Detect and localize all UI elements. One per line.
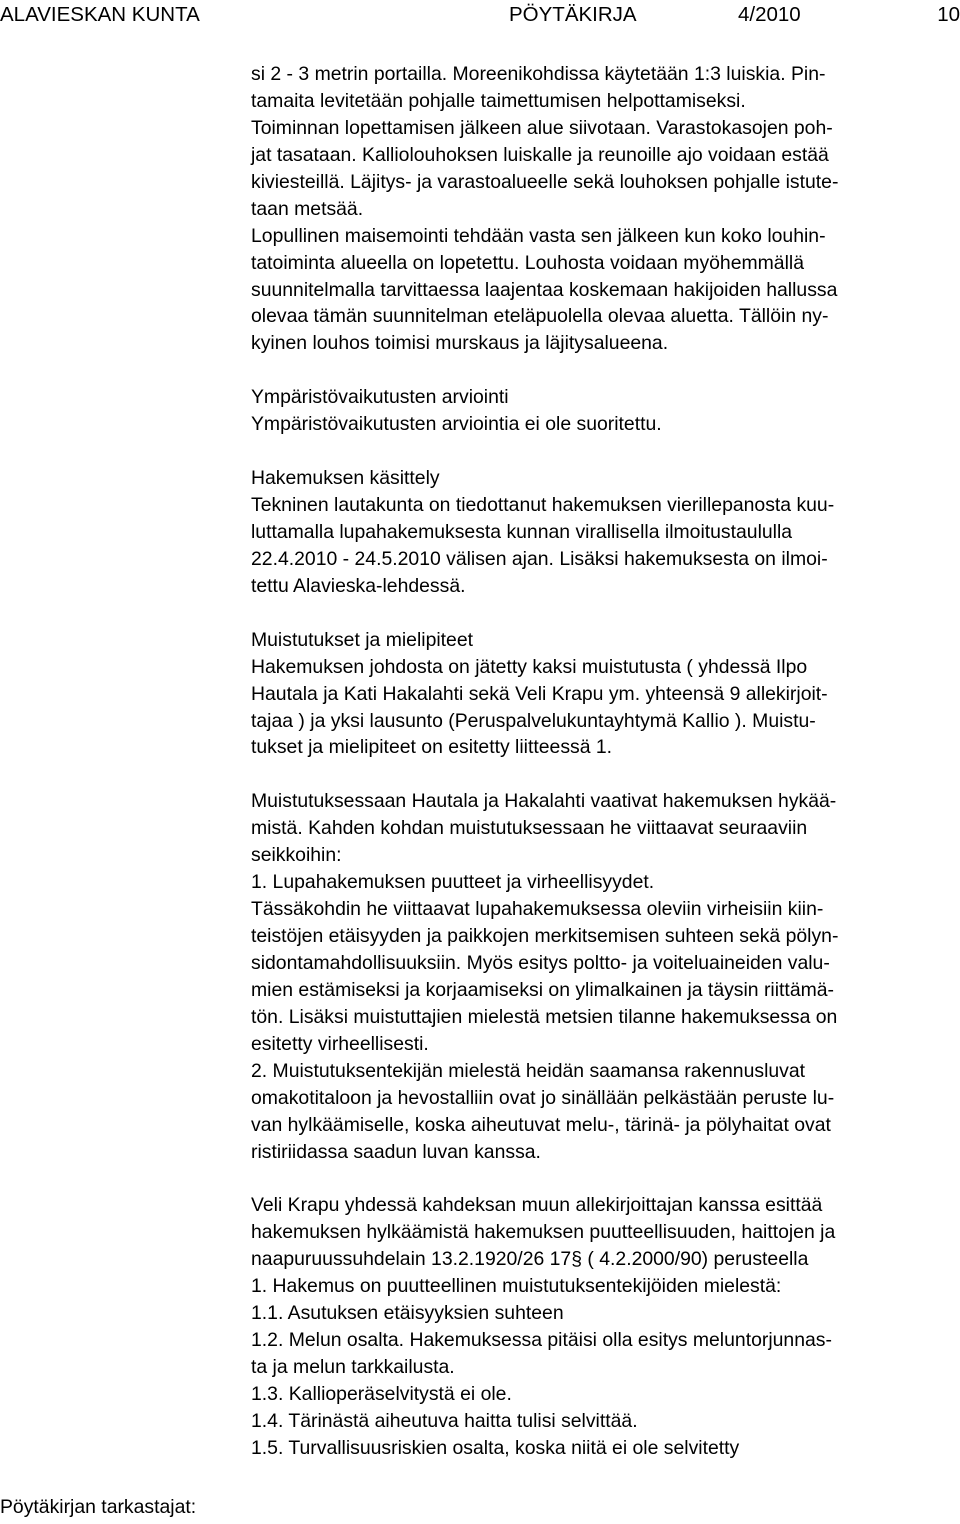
paragraph-gap [251,600,960,627]
paragraph-gap [251,357,960,384]
text-line: Muistutuksessaan Hautala ja Hakalahti vaativat hakemuksen hykää- [251,790,837,813]
text-line: 1. Hakemus on puutteellinen muistutuksentekijöiden mielestä: [251,1275,782,1298]
text-line: 1.2. Melun osalta. Hakemuksessa pitäisi olla esitys meluntorjunnas- [251,1329,832,1352]
text-line: omakotitaloon ja hevostalliin ovat jo sinällään pelkästään peruste lu- [251,1086,835,1109]
text-line: Toiminnan lopettamisen jälkeen alue siivotaan. Varastokasojen poh- [251,116,833,139]
text-line: 1.4. Tärinästä aiheutuva haitta tulisi selvittää. [251,1409,638,1432]
text-line: Hakemuksen johdosta on jätetty kaksi muistutusta ( yhdessä Ilpo [251,655,808,678]
document-body [251,61,960,1462]
text-line: olevaa tämän suunnitelman eteläpuolella olevaa aluetta. Tällöin ny- [251,305,829,328]
text-line: Ympäristövaikutusten arviointia ei ole suoritettu. [251,413,662,436]
text-line: tatoiminta alueella on lopetettu. Louhosta voidaan myöhemmällä [251,251,804,274]
text-line: Muistutukset ja mielipiteet [251,628,474,651]
text-line: 1.5. Turvallisuusriskien osalta, koska niitä ei ole selvitetty [251,1436,740,1459]
text-line: tajaa ) ja yksi lausunto (Peruspalvelukuntayhtymä Kallio ). Muistu- [251,709,816,732]
text-line: Veli Krapu yhdessä kahdeksan muun allekirjoittajan kanssa esittää [251,1194,823,1217]
text-line: naapuruussuhdelain 13.2.1920/26 17§ ( 4.2.2000/90) perusteella [251,1248,809,1271]
text-line: hakemuksen hylkäämistä hakemuksen puutteellisuuden, haittojen ja [251,1221,836,1244]
text-line: Tekninen lautakunta on tiedottanut hakemuksen vierillepanosta kuu- [251,494,835,516]
text-line: teistöjen etäisyyden ja paikkojen merkitsemisen suhteen sekä pölyn- [251,925,839,947]
text-line: Hautala ja Kati Hakalahti sekä Veli Krapu ym. yhteensä 9 allekirjoit- [251,682,828,705]
text-line: taan metsää. [251,197,364,220]
text-line: van hylkäämiselle, koska aiheutuvat melu-, tärinä- ja pölyhaitat ovat [251,1113,831,1136]
text-line: suunnitelmalla tarvittaessa laajentaa koskemaan hakijoiden hallussa [251,278,838,301]
document-number: 4/2010 [738,3,801,26]
text-line: Hakemuksen käsittely [251,467,440,490]
paragraph-gap [251,1165,960,1192]
text-line: 2. Muistutuksentekijän mielestä heidän saamansa rakennusluvat [251,1059,806,1082]
text-line: esitetty virheellisesti. [251,1032,429,1055]
text-line: ristiriidassa saadun luvan kanssa. [251,1140,541,1163]
text-line: 1. Lupahakemuksen puutteet ja virheellisyydet. [251,871,655,894]
text-line: ta ja melun tarkkailusta. [251,1356,455,1378]
text-line: 1.1. Asutuksen etäisyyksien suhteen [251,1302,564,1325]
paragraph [251,627,960,762]
text-line: luttamalla lupahakemuksesta kunnan virallisella ilmoitustaululla [251,520,793,543]
text-line: Lopullinen maisemointi tehdään vasta sen jälkeen kun koko louhin- [251,224,826,247]
document-type: PÖYTÄKIRJA [509,3,637,26]
text-line: tön. Lisäksi muistuttajien mielestä metsien tilanne hakemuksessa on [251,1005,838,1028]
paragraph-gap [251,438,960,465]
text-line: tukset ja mielipiteet on esitetty liitteessä 1. [251,736,613,759]
text-line: tettu Alavieska-lehdessä. [251,574,466,597]
minutes-reviewers-label: Pöytäkirjan tarkastajat: [0,1496,197,1518]
paragraph [251,788,960,1165]
paragraph [251,384,960,438]
text-line: mien estämiseksi ja korjaamiseksi on ylimalkainen ja täysin riittämä- [251,978,834,1001]
paragraph [251,1192,960,1461]
paragraph-gap [251,761,960,788]
page-header [0,2,960,28]
text-line: seikkoihin: [251,844,342,867]
organization-name: ALAVIESKAN KUNTA [0,3,200,26]
text-line: 1.3. Kallioperäselvitystä ei ole. [251,1382,512,1405]
text-line: sidontamahdollisuuksiin. Myös esitys poltto- ja voiteluaineiden valu- [251,951,830,974]
text-line: si 2 - 3 metrin portailla. Moreenikohdissa käytetään 1:3 luiskia. Pin- [251,63,826,85]
text-line: kyinen louhos toimisi murskaus ja läjitysalueena. [251,332,669,355]
text-line: jat tasataan. Kalliolouhoksen luiskalle ja reunoille ajo voidaan estää [251,143,829,166]
text-line: tamaita levitetään pohjalle taimettumisen helpottamiseksi. [251,89,746,112]
paragraph [251,465,960,600]
text-line: 22.4.2010 - 24.5.2010 välisen ajan. Lisäksi hakemuksesta on ilmoi- [251,547,828,570]
text-line: Ympäristövaikutusten arviointi [251,386,509,409]
text-line: Tässäkohdin he viittaavat lupahakemuksessa oleviin virheisiin kiin- [251,898,824,921]
text-line: mistä. Kahden kohdan muistutuksessaan he viittaavat seuraaviin [251,817,808,840]
paragraph [251,61,960,357]
text-line: kiviesteillä. Läjitys- ja varastoalueelle sekä louhoksen pohjalle istute- [251,170,839,193]
page-number: 10 [937,3,960,26]
